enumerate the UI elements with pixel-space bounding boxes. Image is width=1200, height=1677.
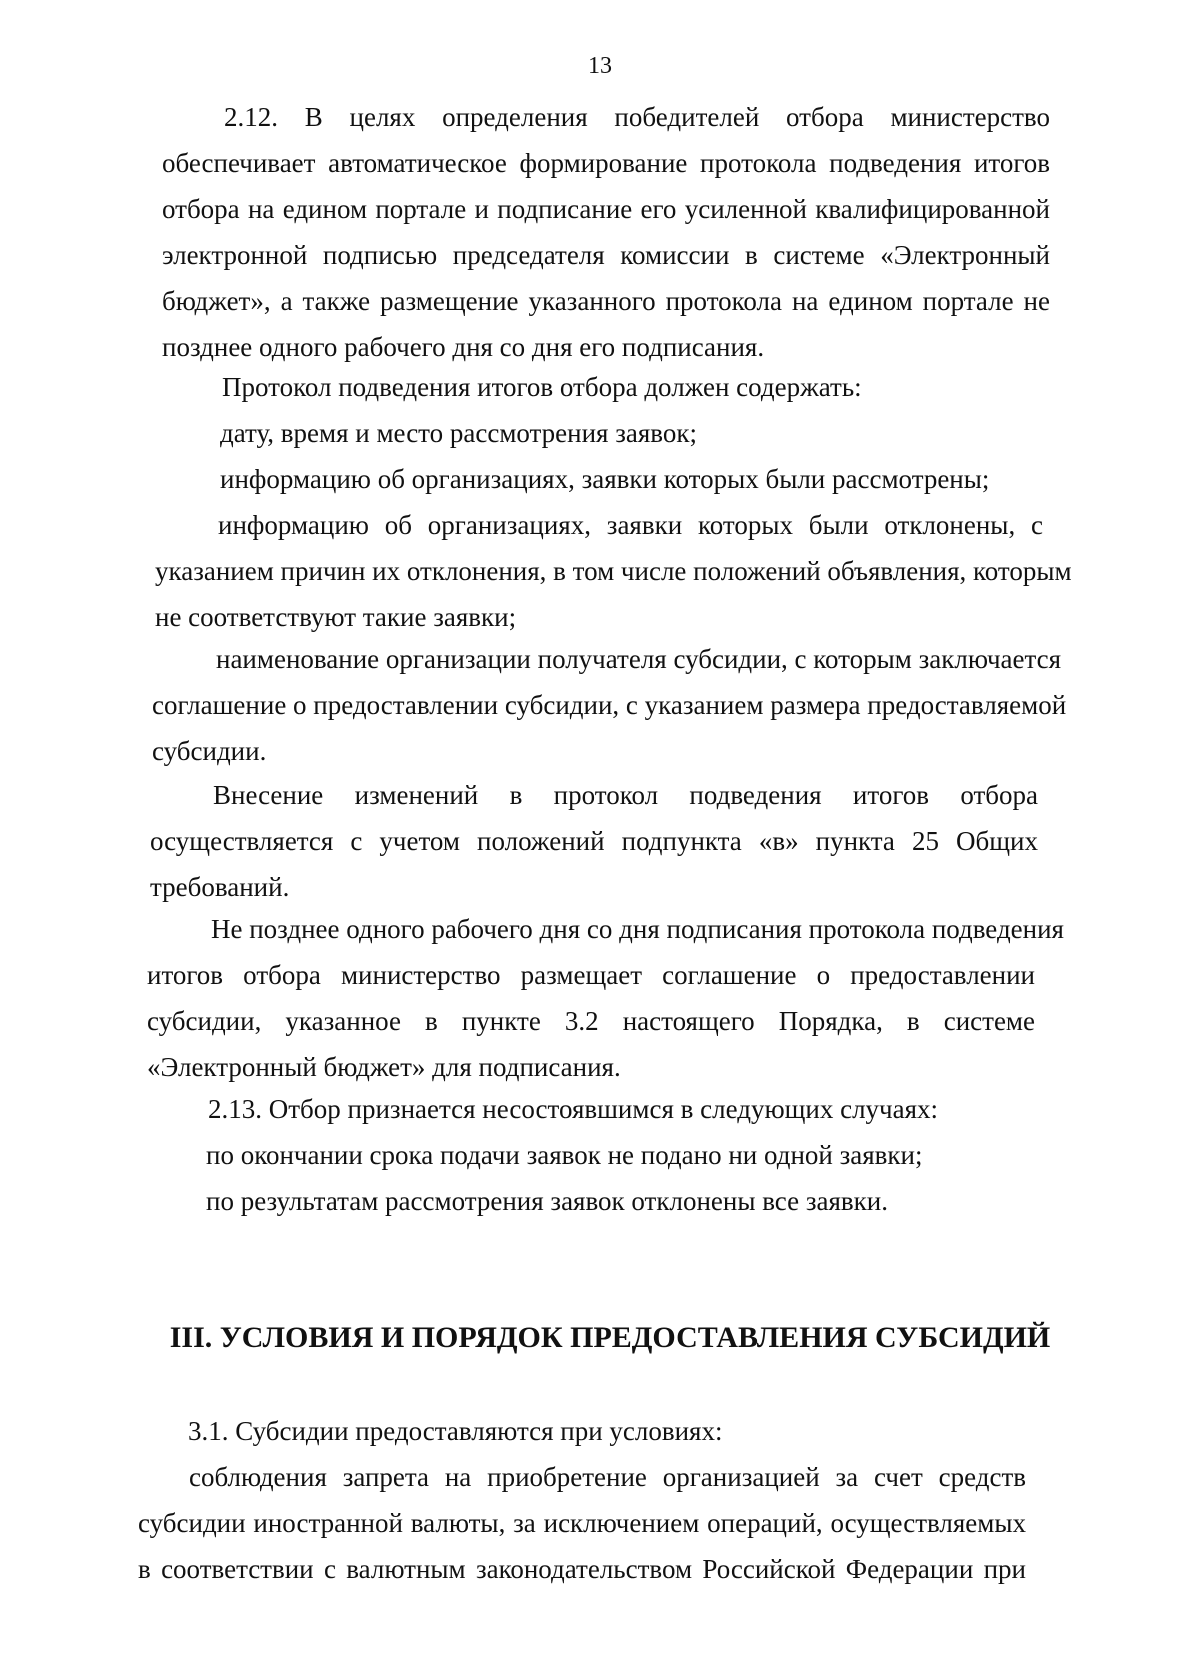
- paragraph-agreement-posting: [147, 906, 1064, 1090]
- text-line: указанием причин их отклонения, в том числе положений объявления, которым: [155, 556, 1072, 586]
- text-line: 2.12. В целях определения победителей отбора министерство: [224, 102, 1050, 132]
- list-item-no-applications: по окончании срока подачи заявок не подано ни одной заявки;: [206, 1140, 923, 1170]
- text-line: субсидии иностранной валюты, за исключением операций, осуществляемых: [138, 1508, 1026, 1538]
- list-item-rejected: [155, 502, 1072, 640]
- list-item-all-rejected: по результатам рассмотрения заявок отклонены все заявки.: [206, 1186, 888, 1216]
- text-line: бюджет», а также размещение указанного протокола на едином портале не: [162, 286, 1050, 316]
- page-number: 13: [588, 53, 612, 79]
- list-item-reviewed: информацию об организациях, заявки которых были рассмотрены;: [220, 464, 990, 494]
- text-line: соблюдения запрета на приобретение организацией за счет средств: [189, 1462, 1026, 1492]
- text-line: информацию об организациях, заявки которых были отклонены, с: [218, 510, 1043, 540]
- paragraph-amendments: [150, 772, 1038, 910]
- text-line: «Электронный бюджет» для подписания.: [147, 1052, 621, 1082]
- paragraph-condition-currency: [138, 1454, 1026, 1592]
- text-line: соглашение о предоставлении субсидии, с указанием размера предоставляемой: [152, 690, 1067, 720]
- text-line: субсидии, указанное в пункте 3.2 настоящего Порядка, в системе: [147, 1006, 1035, 1036]
- text-line: отбора на едином портале и подписание его усиленной квалифицированной: [162, 194, 1050, 224]
- text-line: Не позднее одного рабочего дня со дня подписания протокола подведения: [211, 914, 1064, 944]
- paragraph-2-13: 2.13. Отбор признается несостоявшимся в следующих случаях:: [208, 1094, 939, 1124]
- text-line: обеспечивает автоматическое формирование протокола подведения итогов: [162, 148, 1050, 178]
- list-item-date: дату, время и место рассмотрения заявок;: [220, 418, 697, 448]
- text-line: позднее одного рабочего дня со дня его подписания.: [162, 332, 765, 362]
- text-line: требований.: [150, 872, 290, 902]
- paragraph-3-1: 3.1. Субсидии предоставляются при условиях:: [188, 1416, 723, 1446]
- text-line: электронной подписью председателя комиссии в системе «Электронный: [162, 240, 1050, 270]
- text-line: Внесение изменений в протокол подведения итогов отбора: [213, 780, 1038, 810]
- text-line: в соответствии с валютным законодательством Российской Федерации при: [138, 1554, 1026, 1584]
- text-line: субсидии.: [152, 736, 267, 766]
- text-line: не соответствуют такие заявки;: [155, 602, 517, 632]
- protocol-intro: Протокол подведения итогов отбора должен содержать:: [222, 372, 862, 402]
- paragraph-2-12: [162, 94, 1050, 370]
- text-line: осуществляется с учетом положений подпункта «в» пункта 25 Общих: [150, 826, 1038, 856]
- section-heading: III. УСЛОВИЯ И ПОРЯДОК ПРЕДОСТАВЛЕНИЯ СУБСИДИЙ: [169, 1321, 1051, 1354]
- text-line: наименование организации получателя субсидии, с которым заключается: [216, 644, 1062, 674]
- list-item-recipient: [152, 636, 1067, 774]
- text-line: итогов отбора министерство размещает соглашение о предоставлении: [147, 960, 1035, 990]
